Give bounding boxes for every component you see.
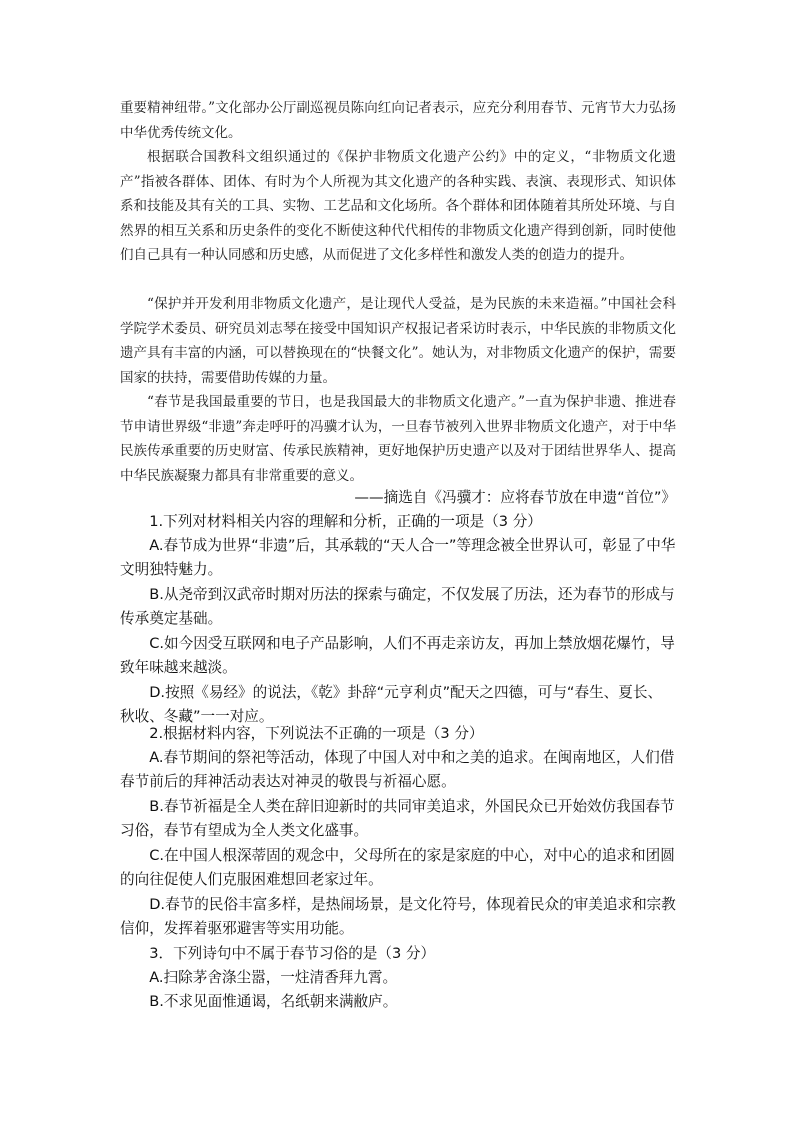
question-3-option-b: B.不求见面惟通谒，名纸朝来满敝庐。 bbox=[149, 993, 398, 1010]
question-2-option-d: D.春节的民俗丰富多样，是热闹场景，是文化符号，体现着民众的审美追求和宗教信仰，发挥着驱邪避害等实用功能。 bbox=[120, 896, 676, 938]
article-paragraph-2: 根据联合国教科文组织通过的《保护非物质文化遗产公约》中的定义，“非物质文化遗产”指被各群体、团体、有时为个人所视为其文化遗产的各种实践、表演、表现形式、知识体系和技能及其有关的工具、实物、工艺品和文化场所。各个群体和团体随着其所处环境、与自然界的相互关系和历史条件的变化不断使这种代代相传的非物质文化遗产得到创新，同时使他们自己具有一种认同感和历史感，从而促进了文化多样性和激发人类的创造力的提升。 bbox=[120, 149, 676, 264]
question-1-stem: 1.下列对材料相关内容的理解和分析，正确的一项是（3 分） bbox=[149, 513, 542, 530]
question-2-stem: 2.根据材料内容，下列说法不正确的一项是（3 分） bbox=[149, 725, 484, 742]
question-3-option-a: A.扫除茅舍涤尘嚣，一炷清香拜九霄。 bbox=[149, 969, 398, 986]
question-2-option-a: A.春节期间的祭祀等活动，体现了中国人对中和之美的追求。在闽南地区，人们借春节前后的拜神活动表达对神灵的敬畏与祈福心愿。 bbox=[120, 749, 675, 791]
question-1-option-b: B.从尧帝到汉武帝时期对历法的探索与确定，不仅发展了历法，还为春节的形成与传承奠定基础。 bbox=[120, 586, 675, 628]
article-source: ——摘选自《冯骥才：应将春节放在申遗“首位”》 bbox=[354, 489, 676, 506]
question-3-stem: 3．下列诗句中不属于春节习俗的是（3 分） bbox=[149, 945, 436, 962]
question-2-option-b: B.春节祈福是全人类在辞旧迎新时的共同审美追求，外国民众已开始效仿我国春节习俗，春节有望成为全人类文化盛事。 bbox=[120, 798, 675, 840]
question-1-option-c: C.如今因受互联网和电子产品影响，人们不再走亲访友，再加上禁放烟花爆竹，导致年味越来越淡。 bbox=[120, 635, 675, 677]
question-1-option-a: A.春节成为世界“非遗”后，其承载的“天人合一”等理念被全世界认可，彰显了中华文明独特魅力。 bbox=[120, 537, 676, 579]
article-paragraph-3: “保护并开发利用非物质文化遗产，是让现代人受益，是为民族的未来造福。”中国社会科学院学术委员、研究员刘志琴在接受中国知识产权报记者采访时表示，中华民族的非物质文化遗产具有丰富的内涵，可以替换现在的“快餐文化”。她认为，对非物质文化遗产的保护，需要国家的扶持，需要借助传媒的力量。 bbox=[120, 296, 676, 386]
article-paragraph-4: “春节是我国最重要的节日，也是我国最大的非物质文化遗产。”一直为保护非遗、推进春节申请世界级“非遗”奔走呼吁的冯骥才认为，一旦春节被列入世界非物质文化遗产，对于中华民族传承重要的历史财富、传承民族精神，更好地保护历史遗产以及对于团结世界华人、提高中华民族凝聚力都具有非常重要的意义。 bbox=[120, 394, 676, 484]
question-2-option-c: C.在中国人根深蒂固的观念中，父母所在的家是家庭的中心，对中心的追求和团圆的向往促使人们克服困难想回老家过年。 bbox=[120, 847, 675, 889]
article-paragraph-1: 重要精神纽带。”文化部办公厅副巡视员陈向红向记者表示，应充分利用春节、元宵节大力弘扬中华优秀传统文化。 bbox=[120, 100, 676, 141]
question-1-option-d: D.按照《易经》的说法，《乾》卦辞“元亨利贞”配天之四德，可与“春生、夏长、秋收、冬藏”一一对应。 bbox=[120, 684, 663, 726]
